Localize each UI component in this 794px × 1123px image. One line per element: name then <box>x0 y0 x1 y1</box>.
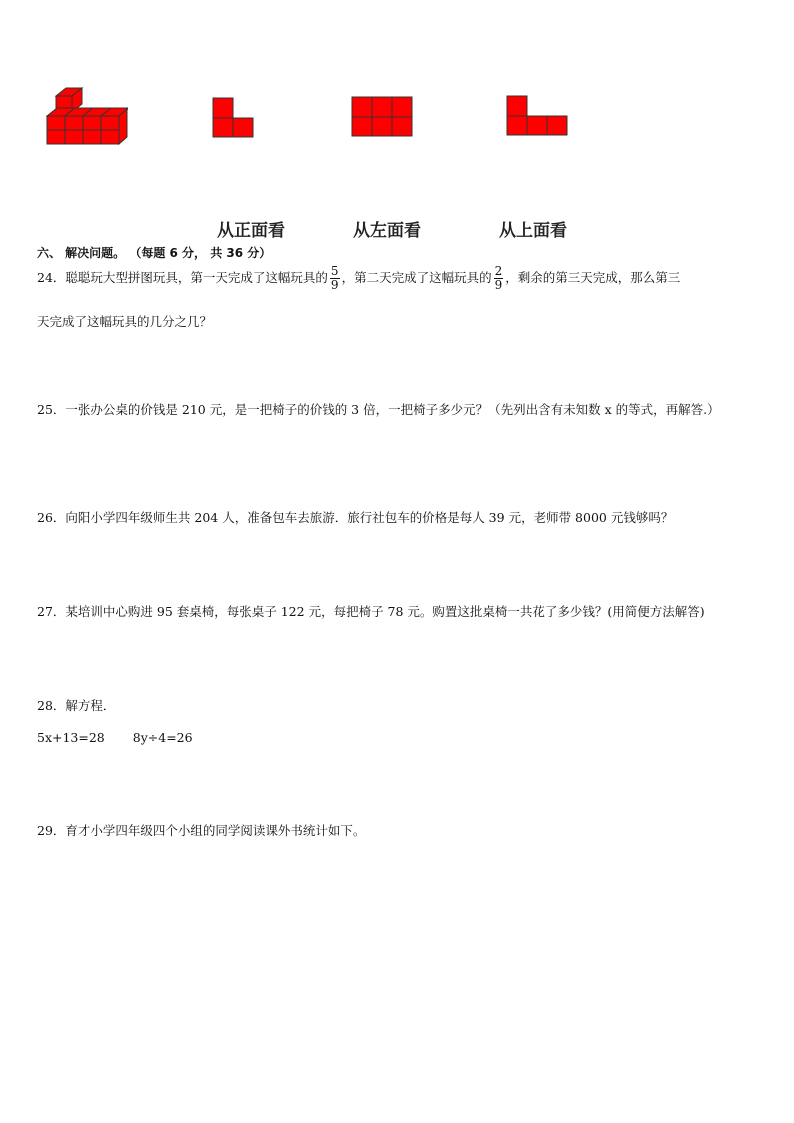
question-27: 27．某培训中心购进 95 套桌椅，每张桌子 122 元，每把椅子 78 元。购置这批桌椅一共花了多少钱？(用简便方法解答) <box>37 604 705 619</box>
equation-2: 8y÷4=26 <box>132 730 193 745</box>
question-28-title: 28．解方程． <box>37 698 116 713</box>
top-view-figure <box>506 95 568 137</box>
fraction-denominator: 9 <box>330 278 339 292</box>
front-view-figure <box>212 97 256 139</box>
question-26: 26．向阳小学四年级师生共 204 人，准备包车去旅游．旅行社包车的价格是每人 39 元，老师带 8000 元钱够吗？ <box>37 510 674 525</box>
top-view-label: 从上面看 <box>499 221 567 241</box>
section-heading: 六、 解决问题。 （每题 6 分， 共 36 分） <box>37 246 272 260</box>
cube-solid-figure <box>44 84 128 146</box>
fraction-numerator: 2 <box>494 264 503 278</box>
fraction-2-9 <box>494 265 504 292</box>
q24-text-part3: ，剩余的第三天完成，那么第三 <box>505 270 681 285</box>
equation-1: 5x+13=28 <box>37 730 105 745</box>
fraction-numerator: 5 <box>330 264 339 278</box>
fraction-denominator: 9 <box>494 278 503 292</box>
front-view-label: 从正面看 <box>217 221 285 241</box>
question-24-line-1 <box>37 265 680 292</box>
question-24-line-2: 天完成了这幅玩具的几分之几？ <box>37 314 213 329</box>
left-view-figure <box>351 96 413 138</box>
q24-text-part2: ，第二天完成了这幅玩具的 <box>341 270 492 285</box>
q24-text-part1: 24．聪聪玩大型拼图玩具，第一天完成了这幅玩具的 <box>37 270 328 285</box>
fraction-5-9 <box>330 265 340 292</box>
left-view-label: 从左面看 <box>353 221 421 241</box>
question-28-equations <box>37 729 193 747</box>
question-29: 29．育才小学四年级四个小组的同学阅读课外书统计如下。 <box>37 823 366 838</box>
question-25: 25．一张办公桌的价钱是 210 元，是一把椅子的价钱的 3 倍，一把椅子多少元？（先列出含有未知数 x 的等式，再解答.） <box>37 402 720 417</box>
